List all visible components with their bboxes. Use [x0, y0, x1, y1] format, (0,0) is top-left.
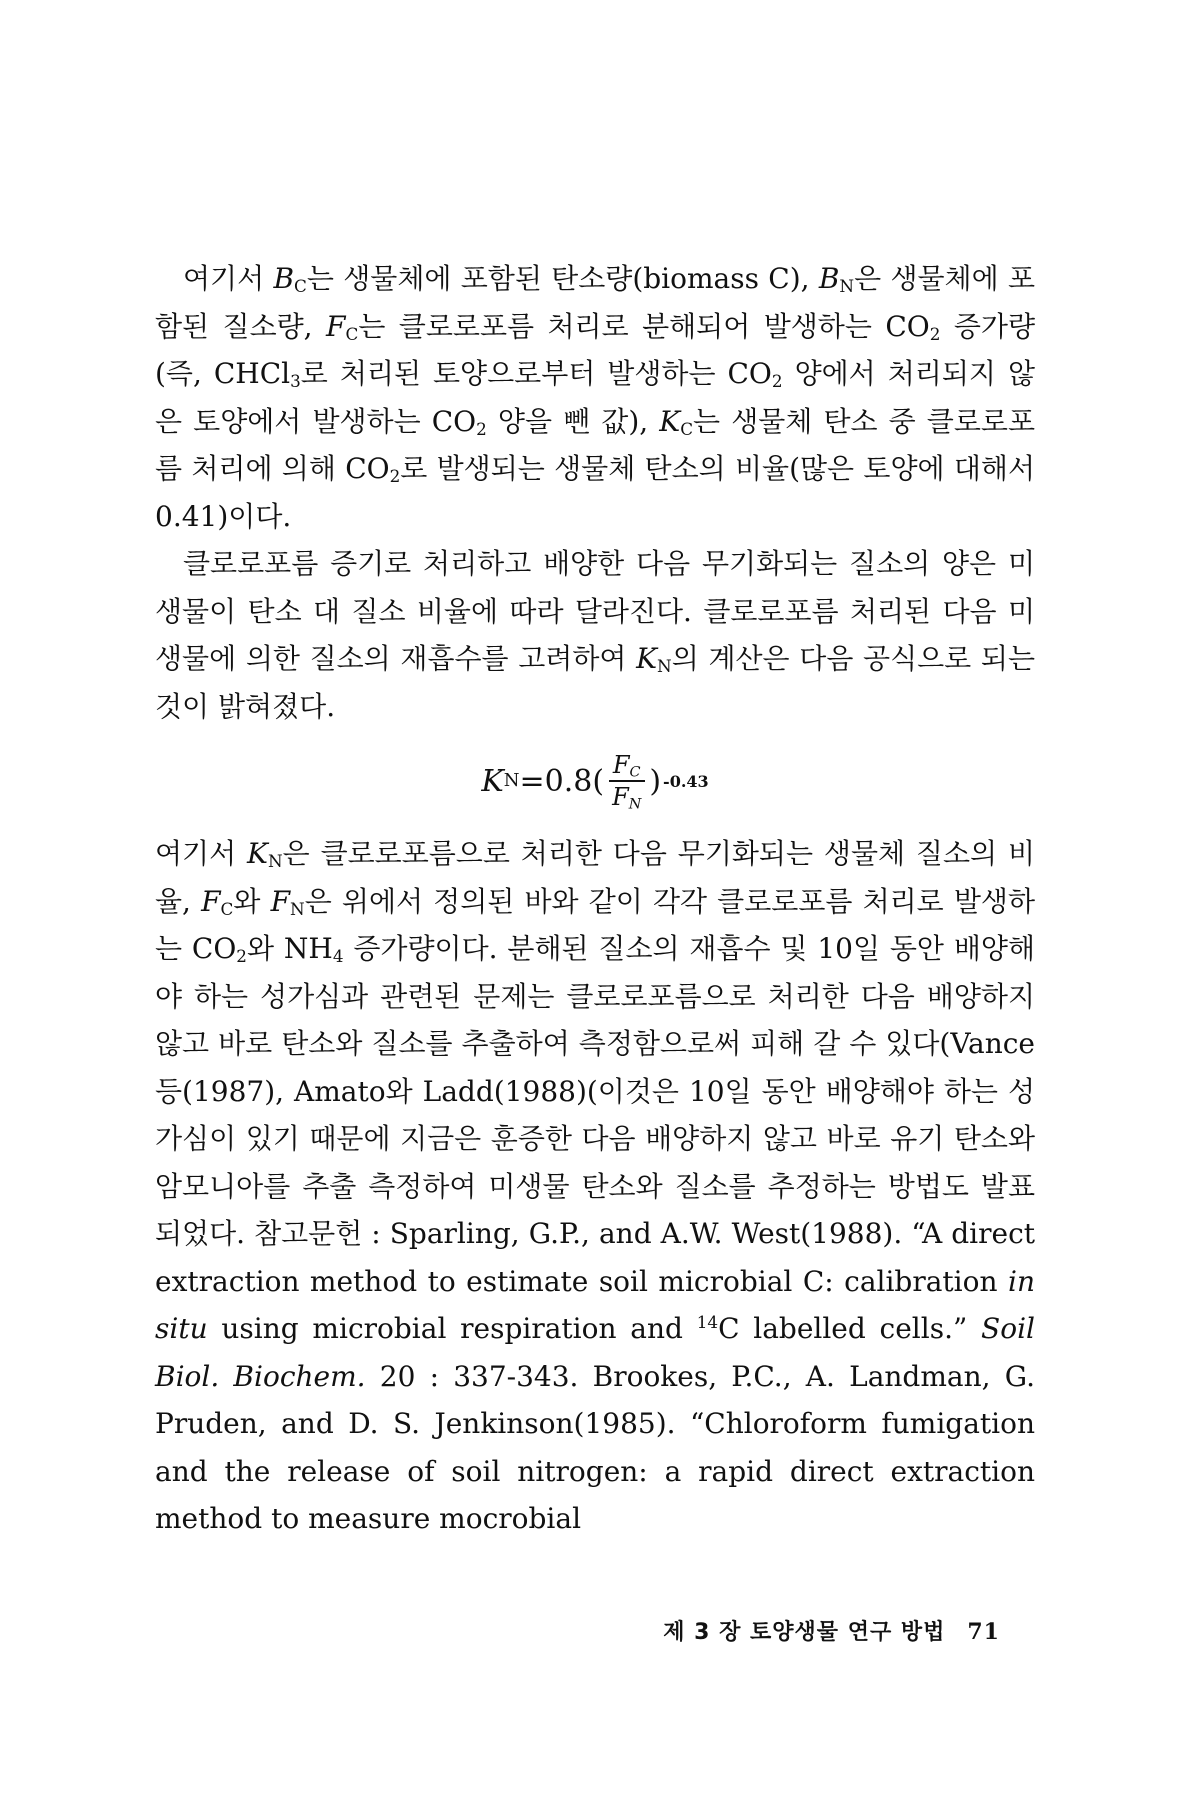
subscript: C	[345, 323, 359, 344]
text-run: 여기서	[183, 262, 274, 295]
subscript: C	[294, 276, 307, 297]
subscript: 4	[332, 946, 344, 967]
subscript: N	[628, 796, 642, 813]
chapter-title: 제 3 장 토양생물 연구 방법	[663, 1620, 946, 1645]
subscript: 2	[236, 946, 247, 967]
page-footer	[663, 1615, 1000, 1646]
text-run: 은 생물체에 포함된 질소량,	[155, 262, 1035, 343]
text-run: 클로로포름 증기로 처리하고 배양한 다음 무기화되는 질소의 양은 미생물이 탄소 대 질소 비율에 따라 달라진다. 클로로포름 처리된 다음 미생물에 의한 질소의 재흡수를 고려하여	[155, 547, 1035, 675]
symbol-kn: K	[636, 642, 658, 675]
formula-kn: K N =0.8( $\frac{F_C}{F_N}$ ) -0.43	[481, 751, 709, 813]
text-run: 와	[233, 884, 271, 918]
text-run: 은 클로로포름으로 처리한 다음 무기화되는 생물체 질소의 비율,	[155, 837, 1035, 918]
superscript: 14	[696, 1311, 719, 1332]
text-run: 양에서 처리되지 않은 토양에서 발생하는 CO	[155, 357, 1035, 438]
text-run: 여기서	[155, 837, 248, 870]
subscript: 2	[771, 371, 783, 392]
formula-coefficient: =0.8(	[519, 763, 605, 799]
subscript: N	[267, 851, 283, 872]
text-run: 는 생물체에 포함된 탄소량(biomass C),	[306, 262, 819, 295]
formula-block	[155, 732, 1035, 830]
formula-fraction	[608, 751, 645, 813]
formula-exponent: -0.43	[663, 771, 709, 791]
formula-close-paren: )	[649, 763, 662, 799]
text-run: 은 위에서 정의된 바와 같이 각각 클로로포름 처리로 발생하는 CO	[155, 884, 1035, 965]
text-run: 의 계산은 다음 공식으로 되는 것이 밝혀졌다.	[155, 642, 1035, 723]
denominator-symbol: F	[612, 783, 629, 811]
paragraph-2	[155, 540, 1035, 730]
paragraph-1	[155, 255, 1035, 540]
fraction-numerator	[609, 753, 645, 782]
text-run: 20 : 337-343. Brookes, P.C., A. Landman, G. Pruden, and D. S. Jenkinson(1985). “Chloroform fumigation and the release of soil nitrogen: a rapid direct extraction method to measure mocrobial	[155, 1359, 1035, 1535]
paragraph-3	[155, 830, 1035, 1543]
subscript: 3	[290, 371, 301, 392]
subscript: 2	[389, 466, 401, 487]
text-run: using microbial respiration and	[207, 1312, 697, 1345]
symbol-kc: K	[659, 404, 681, 438]
subscript: C	[220, 898, 234, 919]
text-run: 증가량(즉, CHCl	[155, 309, 1035, 390]
subscript: N	[290, 898, 305, 919]
fraction-denominator	[608, 782, 645, 813]
text-run: 로 처리된 토양으로부터 발생하는 CO	[300, 357, 772, 390]
symbol-bc: B	[273, 262, 295, 295]
symbol-fc: F	[326, 309, 346, 343]
text-run: 증가량이다. 분해된 질소의 재흡수 및 10일 동안 배양해야 하는 성가심과 관련된 문제는 클로로포름으로 처리한 다음 배양하지 않고 바로 탄소와 질소를 추출하여 측정함으로써 피해 갈 수 있다(Vance 등(1987), Amato와 Ladd(1988)(이것은 10일 동안 배양해야 하는 성가심이 있기 때문에 지금은 훈증한 다음 배양하지 않고 바로 유기 탄소와 암모니아를 추출 측정하여 미생물 탄소와 질소를 추정하는 방법도 발표되었다. 참고문헌 : Sparling, G.P., and A.W. West(1988). “A direct extraction method to estimate soil microbial C: calibration	[155, 932, 1035, 1298]
italic-in-situ: in situ	[155, 1264, 1035, 1345]
symbol-fn: F	[270, 884, 291, 918]
text-run: 는 생물체 탄소 중 클로로포름 처리에 의해 CO	[155, 404, 1036, 485]
subscript: N	[839, 276, 855, 297]
page-body	[155, 255, 1035, 1543]
text-run: 로 발생되는 생물체 탄소의 비율(많은 토양에 대해서 0.41)이다.	[155, 452, 1035, 533]
symbol-fc: F	[201, 884, 221, 918]
text-run: 와 NH	[246, 932, 333, 965]
journal-title: Soil Biol. Biochem.	[155, 1312, 1035, 1393]
subscript: 2	[929, 323, 941, 344]
symbol-kn: K	[247, 837, 268, 870]
subscript: C	[680, 418, 694, 439]
page-number: 71	[967, 1619, 1000, 1645]
text-run: C labelled cells.”	[718, 1312, 982, 1345]
subscript: N	[657, 656, 672, 677]
symbol-bn: B	[818, 262, 840, 295]
text-run: 는 클로로포름 처리로 분해되어 발생하는 CO	[358, 309, 930, 343]
subscript: 2	[476, 418, 487, 439]
text-run: 양을 뺀 값),	[486, 404, 660, 438]
subscript: C	[629, 764, 641, 781]
numerator-symbol: F	[612, 751, 630, 779]
formula-lhs: K	[481, 763, 504, 799]
